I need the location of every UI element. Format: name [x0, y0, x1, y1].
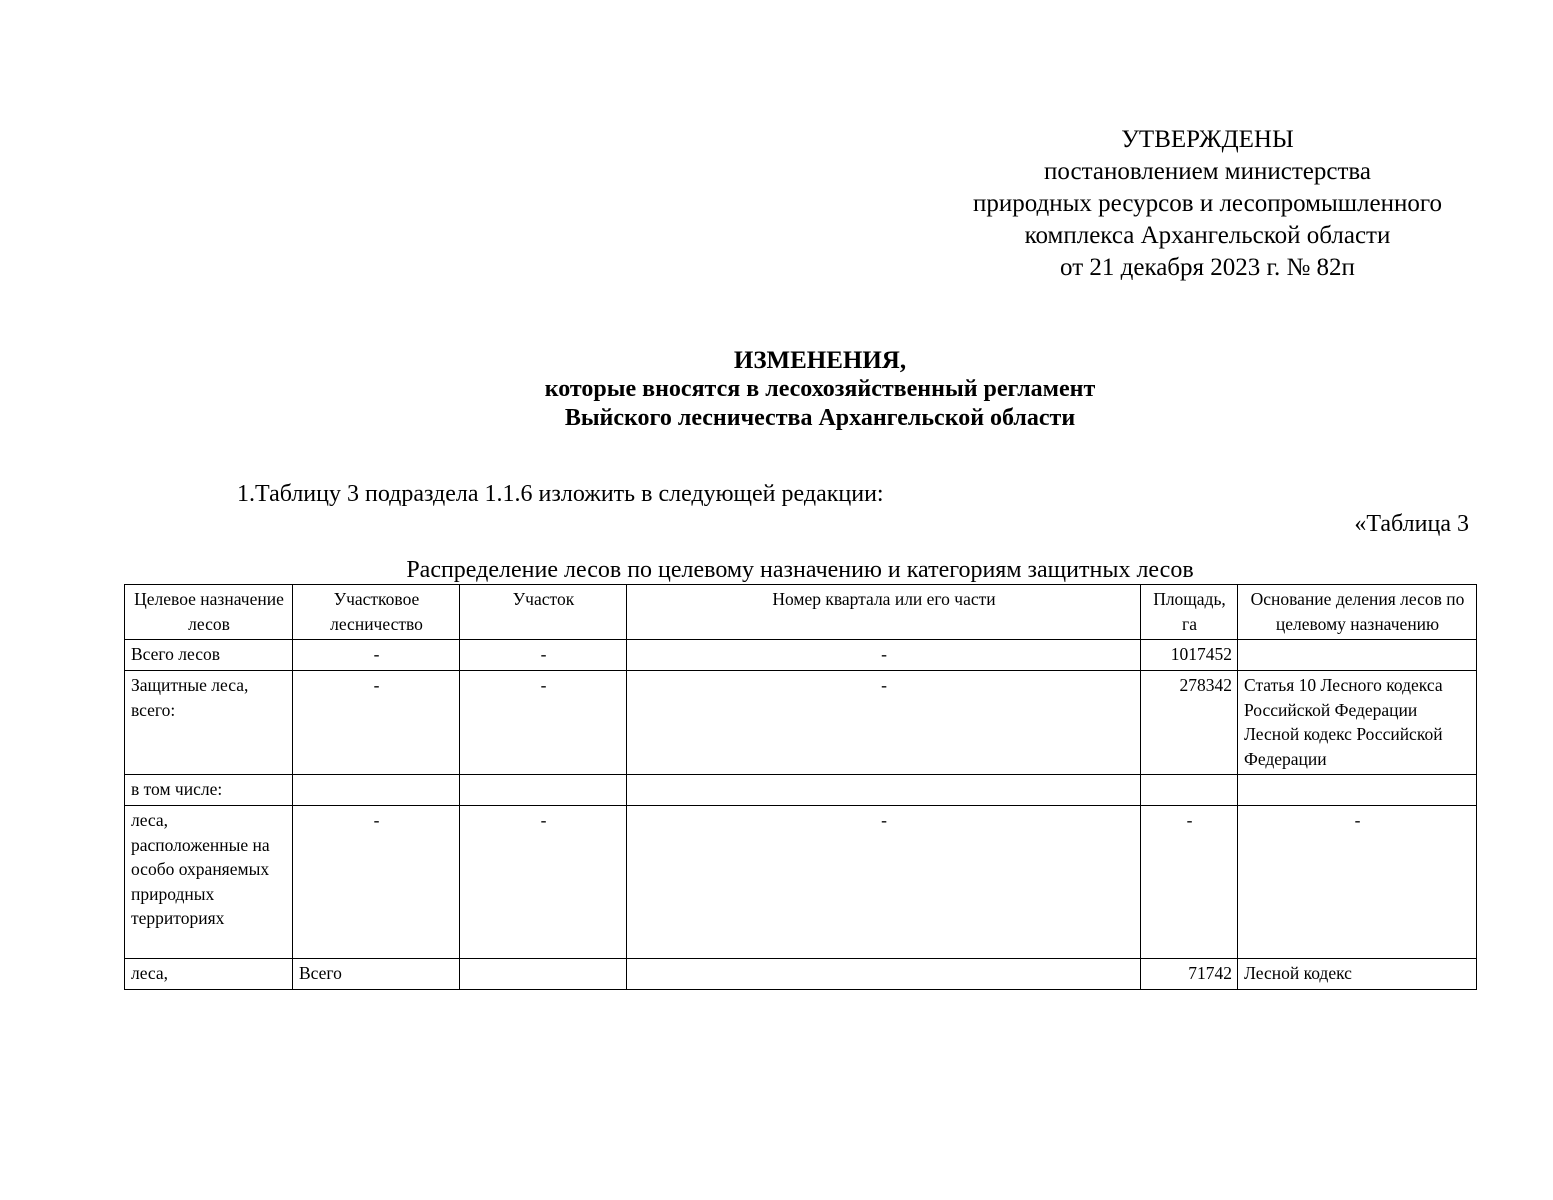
table-cell: -: [627, 806, 1141, 959]
table-cell: леса, расположенные на особо охраняемых природных территориях: [125, 806, 293, 959]
table-header-row: [125, 585, 1477, 640]
table-cell: [293, 775, 460, 806]
table-cell: -: [293, 806, 460, 959]
approval-line: комплекса Архангельской области: [1024, 222, 1391, 249]
column-header: Площадь, га: [1141, 585, 1238, 640]
table-cell: -: [460, 640, 627, 671]
table-cell: -: [1238, 806, 1477, 959]
document-subtitle-line: которые вносятся в лесохозяйственный регламент: [544, 376, 1096, 402]
table-cell: в том числе:: [125, 775, 293, 806]
table-cell: Всего лесов: [125, 640, 293, 671]
table-cell: [1238, 640, 1477, 671]
table-row: [125, 959, 1477, 990]
table-cell: [627, 775, 1141, 806]
column-header: Основание деления лесов по целевому назначению: [1238, 585, 1477, 640]
table-cell: -: [293, 640, 460, 671]
table-cell: Статья 10 Лесного кодекса Российской Федерации Лесной кодекс Российской Федерации: [1238, 671, 1477, 775]
approval-title: УТВЕРЖДЕНЫ: [1121, 126, 1294, 153]
item-1-text: 1.Таблицу 3 подраздела 1.1.6 изложить в следующей редакции:: [237, 481, 884, 507]
table-cell: [1141, 775, 1238, 806]
table-row: [125, 806, 1477, 959]
table-row: [125, 775, 1477, 806]
approval-line: природных ресурсов и лесопромышленного: [973, 190, 1442, 217]
table-caption: Распределение лесов по целевому назначению и категориям защитных лесов: [406, 557, 1194, 583]
table-cell: -: [293, 671, 460, 775]
approval-block: [930, 124, 1485, 284]
table-cell: Лесной кодекс: [1238, 959, 1477, 990]
table-label: «Таблица 3: [1354, 511, 1469, 537]
table-cell: 1017452: [1141, 640, 1238, 671]
table-cell: 71742: [1141, 959, 1238, 990]
table-cell: Всего: [293, 959, 460, 990]
table-cell: [1238, 775, 1477, 806]
column-header: Номер квартала или его части: [627, 585, 1141, 640]
forest-distribution-table: [124, 584, 1477, 990]
table-cell: 278342: [1141, 671, 1238, 775]
table-cell: -: [627, 640, 1141, 671]
table-cell: -: [627, 671, 1141, 775]
table-cell: [627, 959, 1141, 990]
table-cell: -: [460, 806, 627, 959]
approval-line: постановлением министерства: [1044, 158, 1371, 185]
table-cell: [460, 775, 627, 806]
approval-date: от 21 декабря 2023 г. № 82п: [1060, 254, 1355, 281]
column-header: Целевое назначение лесов: [125, 585, 293, 640]
document-heading: [300, 346, 1340, 433]
table-row: [125, 640, 1477, 671]
column-header: Участок: [460, 585, 627, 640]
column-header: Участковое лесничество: [293, 585, 460, 640]
table-cell: -: [460, 671, 627, 775]
table-cell: -: [1141, 806, 1238, 959]
table-cell: Защитные леса, всего:: [125, 671, 293, 775]
table-cell: леса,: [125, 959, 293, 990]
table-cell: [460, 959, 627, 990]
table-row: [125, 671, 1477, 775]
document-title: ИЗМЕНЕНИЯ,: [733, 347, 907, 374]
document-subtitle-line: Выйского лесничества Архангельской области: [564, 405, 1076, 431]
